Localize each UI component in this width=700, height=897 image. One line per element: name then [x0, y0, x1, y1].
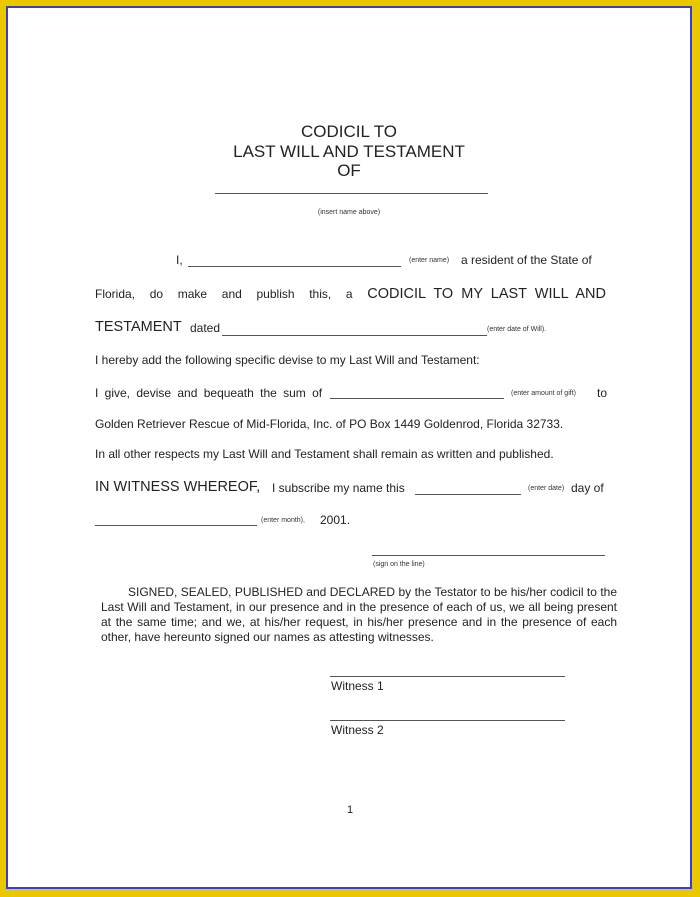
clause-2-row — [95, 286, 606, 302]
gift-amount-line[interactable] — [330, 398, 504, 399]
clause-2-word: Florida, — [95, 287, 136, 301]
enter-name-line[interactable] — [188, 266, 401, 267]
title-line-3: OF — [337, 161, 361, 180]
enter-month-hint: (enter month), — [261, 517, 305, 524]
title-line-2: LAST WILL AND TESTAMENT — [233, 142, 465, 161]
testator-name-line[interactable] — [215, 193, 488, 194]
will-date-line[interactable] — [222, 335, 487, 336]
clause-2-word: make — [177, 287, 208, 301]
clause-2-word: this, — [309, 287, 332, 301]
subscribe-text: I subscribe my name this — [272, 481, 405, 495]
give-text: I give, devise and bequeath the sum of — [95, 386, 323, 400]
document-frame — [6, 6, 692, 889]
month-line[interactable] — [95, 525, 257, 526]
enter-date-hint: (enter date) — [528, 485, 565, 492]
other-respects-text: In all other respects my Last Will and Testament shall remain as written and published. — [95, 447, 554, 461]
codicil-caps-text: CODICIL TO MY LAST WILL AND — [367, 286, 606, 302]
witness-whereof-caps: IN WITNESS WHEREOF, — [95, 479, 261, 495]
date-of-will-hint: (enter date of Will). — [487, 326, 547, 333]
add-devise-text: I hereby add the following specific devise to my Last Will and Testament: — [95, 353, 480, 367]
witness-1-label: Witness 1 — [331, 679, 384, 693]
clause-2-word: do — [149, 287, 164, 301]
clause-2-word: and — [221, 287, 242, 301]
codicil-document — [8, 8, 690, 887]
clause-2-word: a — [345, 287, 353, 301]
witness-1-signature-line[interactable] — [330, 676, 565, 677]
enter-name-hint: (enter name) — [409, 257, 450, 264]
testament-caps-text: TESTAMENT — [95, 319, 182, 335]
to-text: to — [597, 386, 608, 400]
attestation-text: SIGNED, SEALED, PUBLISHED and DECLARED by the Testator to be his/her codicil to the Last Will and Testament, in our presence and in the presence of each of us, we all being present at the same time; and we, at his/her request, in his/her presence and in the presence of each other, have hereunto signed our names as attesting witnesses. — [101, 585, 617, 644]
year-text: 2001. — [320, 513, 351, 527]
beneficiary-text: Golden Retriever Rescue of Mid-Florida, Inc. of PO Box 1449 Goldenrod, Florida 32733. — [95, 417, 564, 431]
day-date-line[interactable] — [415, 494, 521, 495]
attestation-paragraph — [101, 585, 617, 645]
sign-on-line-hint: (sign on the line) — [373, 561, 425, 568]
resident-text: a resident of the State of — [461, 253, 592, 267]
insert-name-hint: (insert name above) — [317, 209, 381, 216]
day-of-text: day of — [571, 481, 604, 495]
page-number: 1 — [347, 804, 354, 816]
testator-signature-line[interactable] — [372, 555, 605, 556]
witness-2-label: Witness 2 — [331, 723, 384, 737]
clause-i: I, — [176, 253, 183, 267]
dated-text: dated — [190, 321, 221, 335]
clause-2-word: publish — [256, 287, 295, 301]
witness-2-signature-line[interactable] — [330, 720, 565, 721]
gift-amount-hint: (enter amount of gift) — [511, 390, 576, 397]
title-line-1: CODICIL TO — [300, 122, 398, 141]
